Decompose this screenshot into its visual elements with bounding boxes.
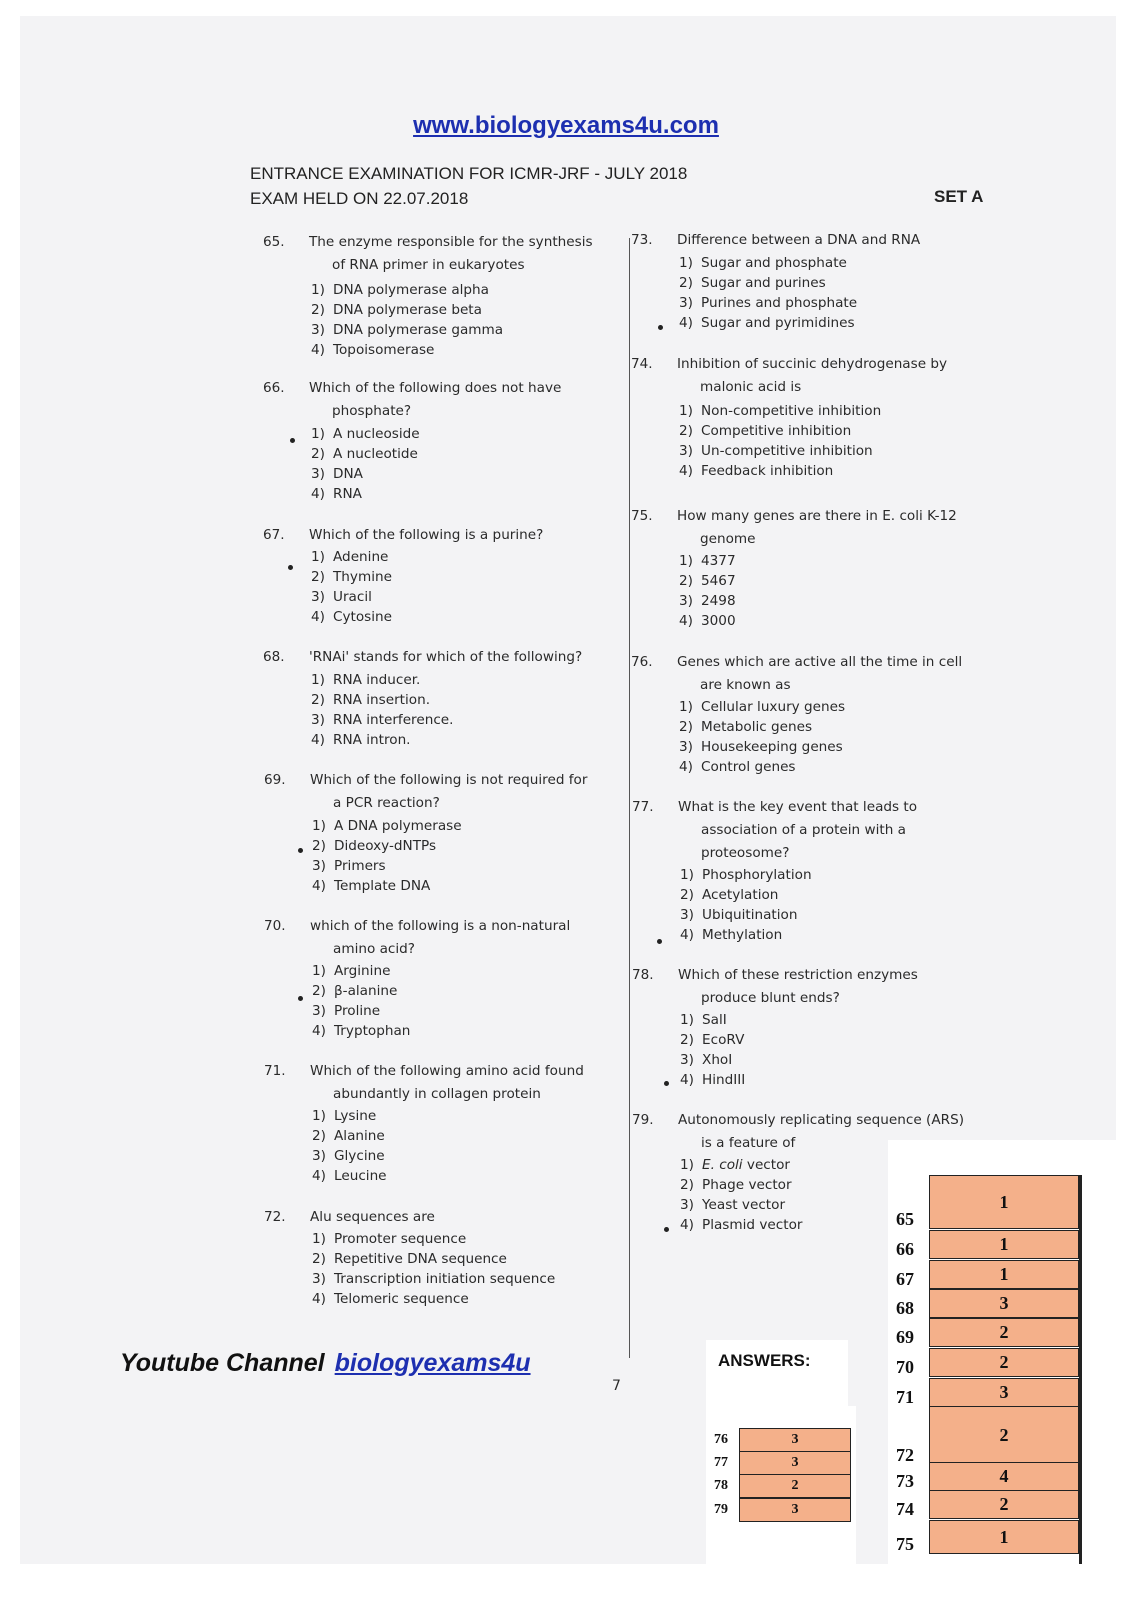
- option-item: 2) RNA insertion.: [311, 692, 431, 708]
- pen-mark: [290, 438, 295, 443]
- option-item: 1) RNA inducer.: [311, 672, 421, 688]
- answer-cell: 1: [929, 1520, 1079, 1554]
- option-item: 4) Plasmid vector: [680, 1217, 803, 1233]
- youtube-channel: [120, 1349, 531, 1378]
- question-number: 67.: [263, 527, 285, 543]
- option-item: 2) Sugar and purines: [679, 275, 826, 291]
- question-number: 70.: [264, 918, 286, 934]
- option-item: 3) Proline: [312, 1003, 381, 1019]
- option-list: [312, 1106, 387, 1186]
- answer-question-label: 75: [896, 1534, 914, 1554]
- answer-cell-small: 3: [739, 1428, 851, 1452]
- option-list: [680, 1155, 802, 1235]
- answer-cell: 1: [929, 1230, 1079, 1259]
- site-url-link[interactable]: www.biologyexams4u.com: [413, 112, 719, 139]
- exam-title: ENTRANCE EXAMINATION FOR ICMR-JRF - JULY 2018: [250, 164, 688, 183]
- option-list: [680, 865, 812, 945]
- answer-question-label: 66: [896, 1239, 914, 1259]
- pen-mark: [298, 996, 303, 1001]
- question-stem: Genes which are active all the time in cell are known as: [677, 654, 963, 693]
- question-number: 69.: [264, 772, 286, 788]
- option-item: 1) Promoter sequence: [312, 1231, 467, 1247]
- exam-date: EXAM HELD ON 22.07.2018: [250, 189, 469, 208]
- question-stem: Which of the following is not required for a PCR reaction?: [310, 772, 588, 811]
- option-item: 3) DNA polymerase gamma: [311, 322, 504, 338]
- option-item: 4) 3000: [679, 613, 736, 629]
- question-stem: What is the key event that leads to association of a protein with a proteosome?: [678, 799, 918, 861]
- question-stem: Which of the following is a purine?: [309, 527, 544, 543]
- answer-cell-small: 2: [739, 1474, 851, 1498]
- option-item: 1) Phosphorylation: [680, 867, 812, 883]
- option-item: 2) Metabolic genes: [679, 719, 813, 735]
- question-number: 77.: [632, 799, 654, 815]
- question-number: 74.: [631, 356, 653, 372]
- question-number: 76.: [631, 654, 653, 670]
- answer-question-label: 67: [896, 1269, 914, 1289]
- option-item: 2) Competitive inhibition: [679, 423, 852, 439]
- question-number: 75.: [631, 508, 653, 524]
- option-item: 4) HindIII: [680, 1072, 746, 1088]
- option-list: [311, 424, 420, 504]
- youtube-channel-link[interactable]: biologyexams4u: [334, 1349, 531, 1377]
- answer-question-label: 72: [896, 1445, 914, 1465]
- answer-cell: 4: [929, 1462, 1079, 1491]
- question-number: 68.: [263, 649, 285, 665]
- option-list: [312, 961, 410, 1041]
- option-item: 3) Uracil: [311, 589, 372, 605]
- question-stem: Which of the following amino acid found abundantly in collagen protein: [310, 1063, 584, 1102]
- answers-title: ANSWERS:: [718, 1351, 811, 1370]
- option-item: 3) Yeast vector: [680, 1197, 786, 1213]
- option-item: 1) Sugar and phosphate: [679, 255, 847, 271]
- set-label: SET A: [934, 187, 984, 206]
- question-stem: Autonomously replicating sequence (ARS) is a feature of: [678, 1112, 965, 1151]
- option-item: 2) A nucleotide: [311, 446, 418, 462]
- option-item: 3) RNA interference.: [311, 712, 454, 728]
- option-item: 2) DNA polymerase beta: [311, 302, 482, 318]
- option-item: 3) Housekeeping genes: [679, 739, 843, 755]
- option-item: 3) DNA: [311, 466, 363, 482]
- option-list: [311, 670, 454, 750]
- answer-cell: 1: [929, 1260, 1079, 1289]
- option-item: 3) Ubiquitination: [680, 907, 798, 923]
- page-number: 7: [612, 1378, 621, 1394]
- option-list: [679, 697, 845, 777]
- answer-question-label-small: 76: [714, 1432, 728, 1447]
- question-stem: Alu sequences are: [310, 1209, 435, 1225]
- pen-mark: [658, 325, 663, 330]
- answer-cell: 3: [929, 1289, 1079, 1318]
- option-item: 3) Primers: [312, 858, 386, 874]
- answer-cell: 2: [929, 1318, 1079, 1347]
- option-item: 2) Repetitive DNA sequence: [312, 1251, 507, 1267]
- option-item: 3) Un-competitive inhibition: [679, 443, 873, 459]
- answer-question-label: 73: [896, 1471, 914, 1491]
- option-item: 2) Thymine: [311, 569, 392, 585]
- answer-question-label: 69: [896, 1327, 914, 1347]
- question-number: 65.: [263, 234, 285, 250]
- option-item: 4) Topoisomerase: [311, 342, 435, 358]
- option-item: 1) E. coli vector: [680, 1157, 791, 1173]
- option-item: 4) Tryptophan: [312, 1023, 411, 1039]
- question-stem: Inhibition of succinic dehydrogenase by malonic acid is: [677, 356, 948, 395]
- question-number: 73.: [631, 232, 653, 248]
- option-item: 2) Phage vector: [680, 1177, 792, 1193]
- question-stem: Which of these restriction enzymes produce blunt ends?: [678, 967, 918, 1006]
- option-item: 4) Telomeric sequence: [312, 1291, 469, 1307]
- question-stem: Which of the following does not have phosphate?: [309, 380, 562, 419]
- option-item: 4) Methylation: [680, 927, 783, 943]
- answer-question-label-small: 77: [714, 1455, 728, 1470]
- option-item: 4) Feedback inhibition: [679, 463, 834, 479]
- option-item: 2) 5467: [679, 573, 736, 589]
- question-number: 66.: [263, 380, 285, 396]
- option-list: [311, 280, 503, 360]
- question-stem: 'RNAi' stands for which of the following?: [309, 649, 583, 665]
- option-list: [680, 1010, 745, 1090]
- column-divider: [629, 238, 630, 1358]
- pen-mark: [664, 1081, 669, 1086]
- youtube-label: Youtube Channel: [120, 1349, 325, 1377]
- option-item: 1) DNA polymerase alpha: [311, 282, 489, 298]
- option-item: 1) Adenine: [311, 549, 389, 565]
- answer-question-label: 70: [896, 1357, 914, 1377]
- option-list: [679, 401, 881, 481]
- option-list: [312, 1229, 555, 1309]
- option-item: 3) Transcription initiation sequence: [312, 1271, 556, 1287]
- option-item: 4) Control genes: [679, 759, 796, 775]
- answer-cell: 2: [929, 1406, 1079, 1465]
- question-stem: Difference between a DNA and RNA: [677, 232, 921, 248]
- answer-question-label: 74: [896, 1499, 914, 1519]
- option-list: [679, 253, 857, 333]
- option-item: 2) EcoRV: [680, 1032, 745, 1048]
- option-item: 1) Non-competitive inhibition: [679, 403, 882, 419]
- option-item: 2) Acetylation: [680, 887, 779, 903]
- option-item: 3) Purines and phosphate: [679, 295, 858, 311]
- option-item: 4) Template DNA: [312, 878, 431, 894]
- option-list: [311, 547, 392, 627]
- option-item: 1) A DNA polymerase: [312, 818, 462, 834]
- option-item: 1) Arginine: [312, 963, 391, 979]
- question-stem: which of the following is a non-natural amino acid?: [310, 918, 571, 957]
- option-item: 2) β-alanine: [312, 983, 398, 999]
- question-number: 79.: [632, 1112, 654, 1128]
- answer-cell: 2: [929, 1348, 1079, 1377]
- option-item: 4) RNA: [311, 486, 362, 502]
- answer-cell: 1: [929, 1175, 1079, 1229]
- option-item: 3) 2498: [679, 593, 736, 609]
- answers-label-box: [706, 1340, 848, 1406]
- option-item: 1) SalI: [680, 1012, 727, 1028]
- option-item: 3) XhoI: [680, 1052, 733, 1068]
- option-item: 4) RNA intron.: [311, 732, 411, 748]
- answer-question-label: 65: [896, 1209, 914, 1229]
- question-stem: How many genes are there in E. coli K-12 genome: [677, 508, 957, 547]
- answer-question-label-small: 78: [714, 1478, 728, 1493]
- question-number: 72.: [264, 1209, 286, 1225]
- pen-mark: [288, 565, 293, 570]
- option-item: 1) 4377: [679, 553, 736, 569]
- option-item: 1) Lysine: [312, 1108, 377, 1124]
- option-item: 4) Leucine: [312, 1168, 387, 1184]
- option-item: 1) Cellular luxury genes: [679, 699, 846, 715]
- question-number: 71.: [264, 1063, 286, 1079]
- option-item: 1) A nucleoside: [311, 426, 420, 442]
- answer-question-label: 68: [896, 1298, 914, 1318]
- option-item: 4) Cytosine: [311, 609, 393, 625]
- question-stem: The enzyme responsible for the synthesis of RNA primer in eukaryotes: [309, 234, 593, 273]
- option-item: 3) Glycine: [312, 1148, 385, 1164]
- option-item: 2) Alanine: [312, 1128, 385, 1144]
- option-item: 4) Sugar and pyrimidines: [679, 315, 855, 331]
- pen-mark: [298, 848, 303, 853]
- table-edge: [1079, 1175, 1082, 1564]
- answer-cell-small: 3: [739, 1451, 851, 1475]
- answer-question-label: 71: [896, 1387, 914, 1407]
- answer-cell: 3: [929, 1378, 1079, 1407]
- answer-cell-small: 3: [739, 1498, 851, 1522]
- option-item: 2) Dideoxy-dNTPs: [312, 838, 437, 854]
- answer-question-label-small: 79: [714, 1502, 728, 1517]
- option-list: [312, 816, 462, 896]
- answer-cell: 2: [929, 1490, 1079, 1519]
- option-list: [679, 551, 736, 631]
- pen-mark: [657, 939, 662, 944]
- question-number: 78.: [632, 967, 654, 983]
- pen-mark: [664, 1227, 669, 1232]
